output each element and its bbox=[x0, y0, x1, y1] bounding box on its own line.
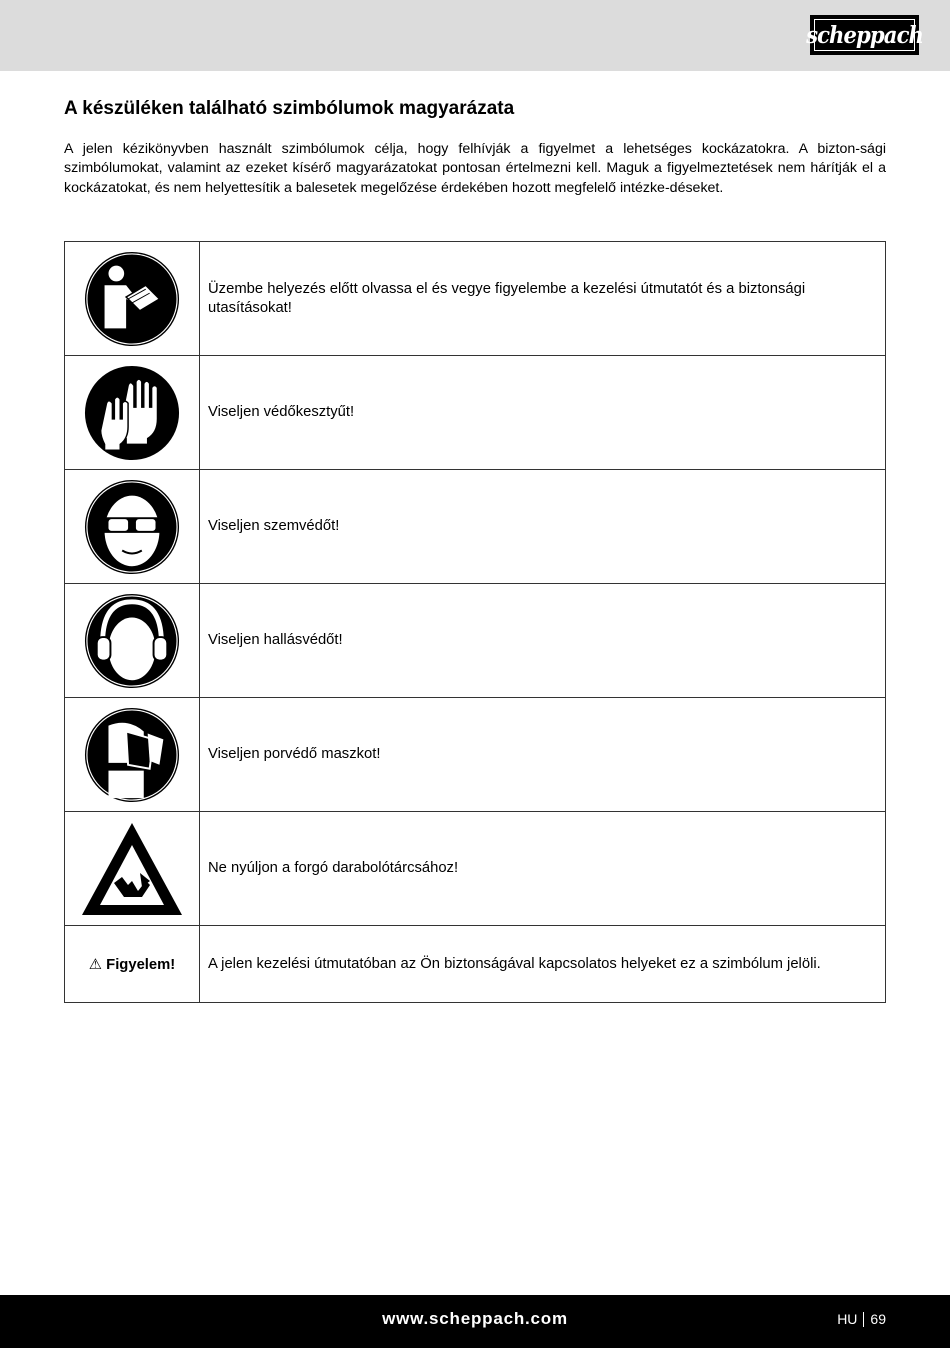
row-text: Viseljen porvédő maszkot! bbox=[200, 698, 886, 812]
divider bbox=[863, 1312, 864, 1327]
language-code: HU bbox=[837, 1311, 858, 1327]
read-manual-icon bbox=[83, 250, 181, 348]
intro-paragraph: A jelen kézikönyvben használt szimbólumok célja, hogy felhívják a figyelmet a lehetséges kockázatokra. A bizton-sági szimbólumokat, valamint az ezeket kísérő magyarázatokat pontosan értelmezni kell. Maguk a figyelmeztetések nem hárítják el a kockázatokat, és nem helyettesítik a balesetek megelőzése érdekében hozott megfelelő intézke-déseket. bbox=[64, 141, 886, 196]
page-indicator bbox=[837, 1311, 886, 1327]
table-row bbox=[65, 698, 886, 812]
hearing-protection-icon bbox=[83, 592, 181, 690]
gloves-icon bbox=[83, 364, 181, 462]
table-row bbox=[65, 242, 886, 356]
warning-label: Figyelem! bbox=[106, 956, 176, 973]
row-text: Ne nyúljon a forgó darabolótárcsához! bbox=[200, 812, 886, 926]
row-text: Viseljen hallásvédőt! bbox=[200, 584, 886, 698]
page-title: A készüléken található szimbólumok magyarázata bbox=[64, 98, 515, 119]
table-row bbox=[65, 812, 886, 926]
symbol-table bbox=[64, 241, 886, 1003]
warning-triangle-icon: ⚠ bbox=[88, 956, 103, 973]
brand-logo bbox=[806, 15, 923, 55]
table-row bbox=[65, 584, 886, 698]
row-text: Viseljen védőkesztyűt! bbox=[200, 356, 886, 470]
row-text: Üzembe helyezés előtt olvassa el és vegye figyelembe a kezelési útmutatót és a biztonsági utasításokat! bbox=[200, 242, 886, 356]
footer bbox=[0, 1295, 950, 1348]
warning-label-cell bbox=[65, 926, 200, 1003]
dust-mask-icon bbox=[83, 706, 181, 804]
logo-text: scheppach bbox=[806, 21, 923, 49]
row-text: Viseljen szemvédőt! bbox=[200, 470, 886, 584]
table-row-warning bbox=[65, 926, 886, 1003]
page-number: 69 bbox=[870, 1311, 886, 1327]
table-row bbox=[65, 470, 886, 584]
warning-text: A jelen kezelési útmutatóban az Ön biztonságával kapcsolatos helyeket ez a szimbólum jelöli. bbox=[200, 926, 886, 1003]
table-row bbox=[65, 356, 886, 470]
eye-protection-icon bbox=[83, 478, 181, 576]
footer-url[interactable]: www.scheppach.com bbox=[382, 1309, 568, 1328]
blade-hazard-icon bbox=[78, 819, 186, 919]
